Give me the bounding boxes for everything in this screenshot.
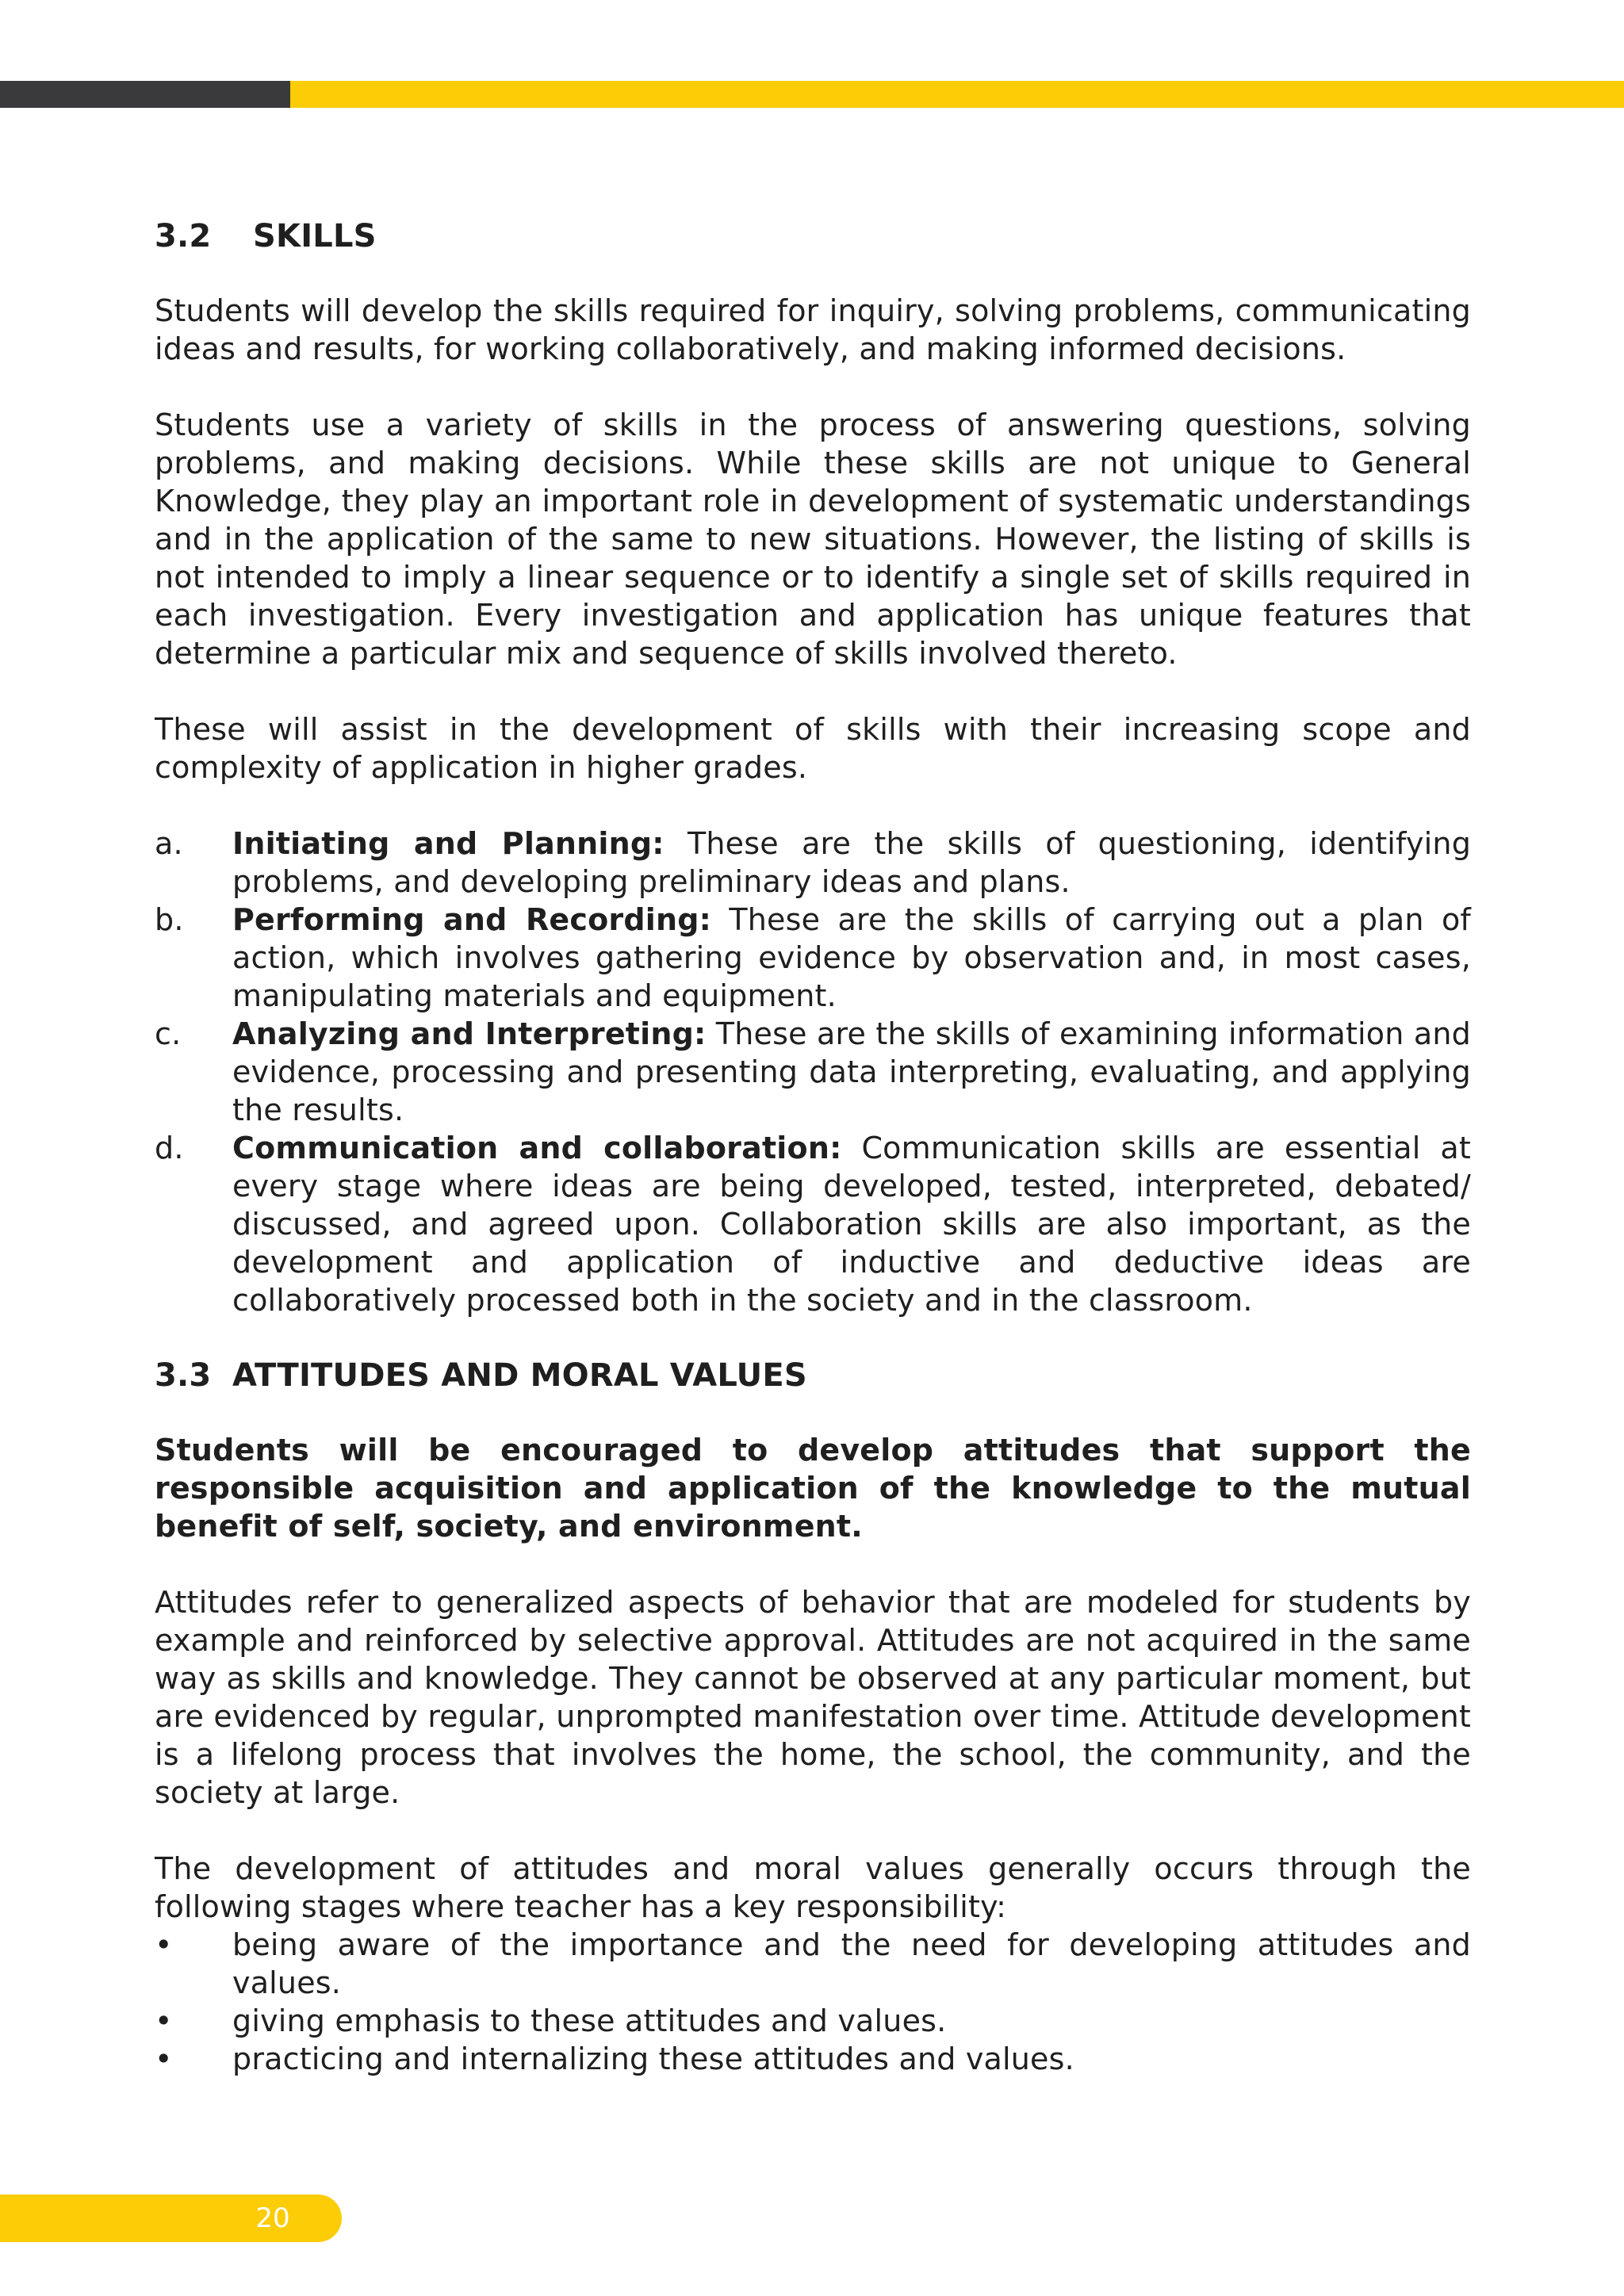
list-item [155, 2002, 1471, 2040]
attitudes-lead: Students will be encouraged to develop attitudes that support the responsible acquisition and application of the knowledge to the mutual benefit of self, society, and environment. [155, 1433, 1471, 1544]
attitudes-paragraph-2: The development of attitudes and moral values generally occurs through the following stages where teacher has a key responsibility: [155, 1851, 1471, 1924]
list-term: Performing and Recording: [232, 902, 712, 937]
list-text: Communication skills are essential at every stage where ideas are being developed, tested, interpreted, debated/ discussed, and agreed upon. Collaboration skills are also important, as the development and application of inductive and deductive ideas are collaboratively processed both in the society and in the classroom. [232, 1131, 1472, 1318]
list-marker: a. [155, 826, 183, 861]
list-text: These are the skills of carrying out a plan of action, which involves gathering evidence by observation and, in most cases, manipulating materials and equipment. [232, 902, 1472, 1013]
section-title: SKILLS [253, 218, 377, 254]
bullet-text: being aware of the importance and the need for developing attitudes and values. [232, 1927, 1471, 2000]
section-number: 3.2 [155, 218, 212, 254]
section-heading-skills [155, 214, 1471, 258]
list-marker: d. [155, 1131, 184, 1165]
section-title: ATTITUDES AND MORAL VALUES [232, 1357, 807, 1394]
header-bar-accent [290, 81, 1624, 108]
section-number: 3.3 [155, 1357, 212, 1394]
list-text: These are the skills of questioning, identifying problems, and developing preliminary ideas and plans. [232, 826, 1472, 899]
skills-paragraph-2: Students use a variety of skills in the process of answering questions, solving problems, and making decisions. While these skills are not unique to General Knowledge, they play an important role in development of systematic understandings and in the application of the same to new situations. However, the listing of skills is not intended to imply a linear sequence or to identify a single set of skills required in each investigation. Every investigation and application has unique features that determine a particular mix and sequence of skills involved thereto. [155, 408, 1471, 671]
list-marker: c. [155, 1016, 182, 1051]
list-item [155, 2040, 1471, 2078]
bullet-text: practicing and internalizing these attitudes and values. [232, 2042, 1074, 2076]
attitudes-bullet-list [155, 1926, 1471, 2078]
list-item [155, 1926, 1471, 2002]
list-item [155, 901, 1471, 1015]
bullet-text: giving emphasis to these attitudes and values. [232, 2003, 947, 2038]
page-number: 20 [255, 2202, 290, 2234]
skills-paragraph-3: These will assist in the development of skills with their increasing scope and complexity of application in higher grades. [155, 712, 1471, 785]
list-text: These are the skills of examining information and evidence, processing and presenting data interpreting, evaluating, and applying the results. [232, 1016, 1471, 1127]
header-bar-dark [0, 81, 290, 108]
list-item [155, 1015, 1471, 1129]
list-term: Initiating and Planning: [232, 826, 665, 861]
bullet-marker: • [155, 2042, 173, 2076]
list-item [155, 825, 1471, 901]
skills-list [155, 825, 1471, 1319]
list-term: Analyzing and Interpreting: [232, 1016, 707, 1051]
list-item [155, 1129, 1471, 1319]
skills-paragraph-1: Students will develop the skills required for inquiry, solving problems, communicating ideas and results, for working collaboratively, and making informed decisions. [155, 293, 1471, 366]
attitudes-paragraph-1: Attitudes refer to generalized aspects of behavior that are modeled for students by example and reinforced by selective approval. Attitudes are not acquired in the same way as skills and knowledge. They cannot be observed at any particular moment, but are evidenced by regular, unprompted manifestation over time. Attitude development is a lifelong process that involves the home, the school, the community, and the society at large. [155, 1585, 1471, 1810]
list-marker: b. [155, 902, 184, 937]
page-content [155, 214, 1471, 2078]
list-term: Communication and collaboration: [232, 1131, 842, 1165]
section-heading-attitudes [155, 1353, 1471, 1398]
bullet-marker: • [155, 1927, 173, 1962]
bullet-marker: • [155, 2003, 173, 2038]
